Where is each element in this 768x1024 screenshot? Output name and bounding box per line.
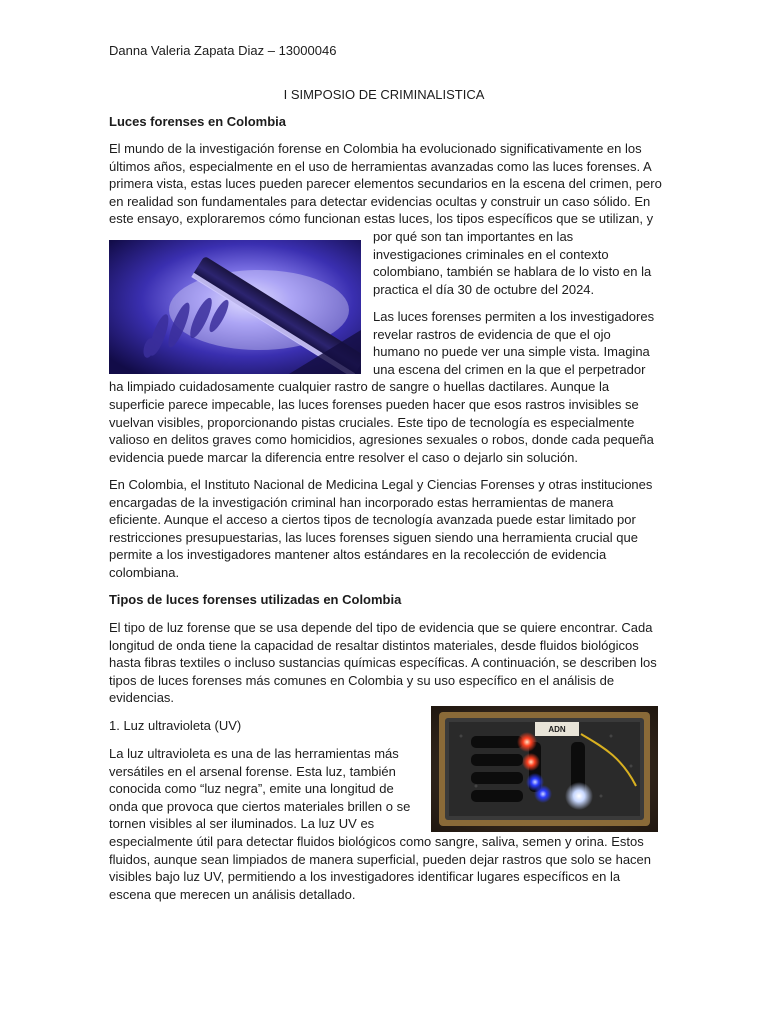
paragraph-line: El tipo de luz forense que se usa depende del tipo de evidencia que se quiere encontrar. Cada	[109, 620, 653, 635]
paragraph-line: especialmente útil para detectar fluidos biológicos como sangre, saliva, semen y orina. Estos	[109, 834, 644, 849]
paragraph-line: colombiana.	[109, 565, 180, 580]
paragraph-line: investigaciones criminales en el contexto	[373, 246, 609, 262]
author-line: Danna Valeria Zapata Diaz – 13000046	[109, 43, 337, 58]
paragraph-line: en realidad son fundamentales para detectar evidencias ocultas y construir un caso sólido. En	[109, 193, 651, 209]
section-heading: Tipos de luces forenses utilizadas en Colombia	[109, 592, 402, 607]
paragraph-line: tornen visibles al ser iluminados. La luz UV es	[109, 816, 375, 832]
paragraph-line: versátiles en el arsenal forense. Esta luz, también	[109, 763, 396, 779]
paragraph-line: longitud de onda tiene la capacidad de resaltar distintos materiales, desde fluidos biológicos	[109, 637, 639, 653]
paragraph-line: restricciones presupuestarias, las luces forenses siguen siendo una herramienta crucial que	[109, 529, 638, 545]
paragraph-line: por qué son tan importantes en las	[373, 229, 574, 244]
paragraph-line: conocida como “luz negra”, emite una longitud de	[109, 781, 394, 797]
paragraph-line: revelar rastros de evidencia de que el ojo	[373, 326, 611, 342]
uv-light-fingerprints-photo	[109, 240, 361, 374]
paragraph-line: Las luces forenses permiten a los investigadores	[373, 309, 655, 324]
paragraph-line: encargadas de la investigación criminal han incorporado estas herramientas de manera	[109, 494, 614, 510]
subheading: 1. Luz ultravioleta (UV)	[109, 718, 242, 733]
event-title: I SIMPOSIO DE CRIMINALISTICA	[283, 87, 485, 102]
paragraph-line: eficiente. Aunque el acceso a ciertos tipos de tecnología avanzada puede estar limitado por	[109, 512, 636, 528]
paragraph-line: vuelvan visibles, proporcionando pistas cruciales. Este tipo de tecnología es especialmente	[109, 414, 635, 430]
paragraph-line: evidencias.	[109, 690, 175, 706]
paragraph-line: hasta fibras textiles o incluso sustancias químicas específicas. A continuación, se describen los	[109, 655, 657, 671]
paragraph-line: En Colombia, el Instituto Nacional de Medicina Legal y Ciencias Forenses y otras instituciones	[109, 477, 653, 492]
paragraph-line: valioso en delitos graves como homicidios, agresiones sexuales o robos, donde cada pequeña	[109, 432, 654, 448]
paragraph-line: superficie parece impecable, las luces forenses pueden hacer que esos rastros invisibles se	[109, 397, 639, 412]
paragraph-line: practica el día 30 de octubre del 2024.	[373, 281, 595, 297]
paragraph-line: últimos años, especialmente en el uso de herramientas avanzadas como las luces forenses. A	[109, 158, 652, 174]
paragraph-line: onda que provoca que ciertos materiales brillen o se	[109, 798, 411, 814]
paragraph-line: ha limpiado cuidadosamente cualquier rastro de sangre o huellas dactilares. Aunque la	[109, 379, 610, 395]
paragraph-line: El mundo de la investigación forense en Colombia ha evolucionado significativamente en los	[109, 141, 642, 156]
paragraph-line: La luz ultravioleta es una de las herramientas más	[109, 746, 399, 761]
section-heading: Luces forenses en Colombia	[109, 114, 286, 129]
paragraph-line: visibles bajo luz UV, permitiendo a los investigadores identificar lugares específicos en la	[109, 869, 621, 885]
paragraph-line: permite a los investigadores mantener altos estándares en la recolección de evidencia	[109, 547, 607, 563]
forensic-light-kit-case-photo	[431, 706, 658, 832]
case-label: ADN	[548, 725, 566, 734]
paragraph-line: primera vista, estas luces pueden parecer elementos secundarios en la escena del crimen, pero	[109, 176, 662, 192]
paragraph-line: este ensayo, exploraremos cómo funcionan estas luces, los tipos específicos que se utilizan, y	[109, 211, 654, 227]
paragraph-line: humano no puede ver una simple vista. Imagina	[373, 344, 650, 360]
paragraph-line: fluidos, aunque sean limpiados de manera superficial, pueden dejar rastros que solo se hacen	[109, 851, 652, 867]
paragraph-line: colombiano, también se hablara de lo visto en la	[373, 264, 652, 280]
paragraph-line: evidencia puede marcar la diferencia entre resolver el caso o dejarlo sin solución.	[109, 449, 578, 465]
paragraph-line: una escena del crimen en la que el perpetrador	[373, 361, 646, 377]
paragraph-line: escena que merecen un análisis detallado.	[109, 886, 356, 902]
paragraph-line: tipos de luces forenses más comunes en Colombia y su uso específico en el análisis de	[109, 672, 615, 688]
